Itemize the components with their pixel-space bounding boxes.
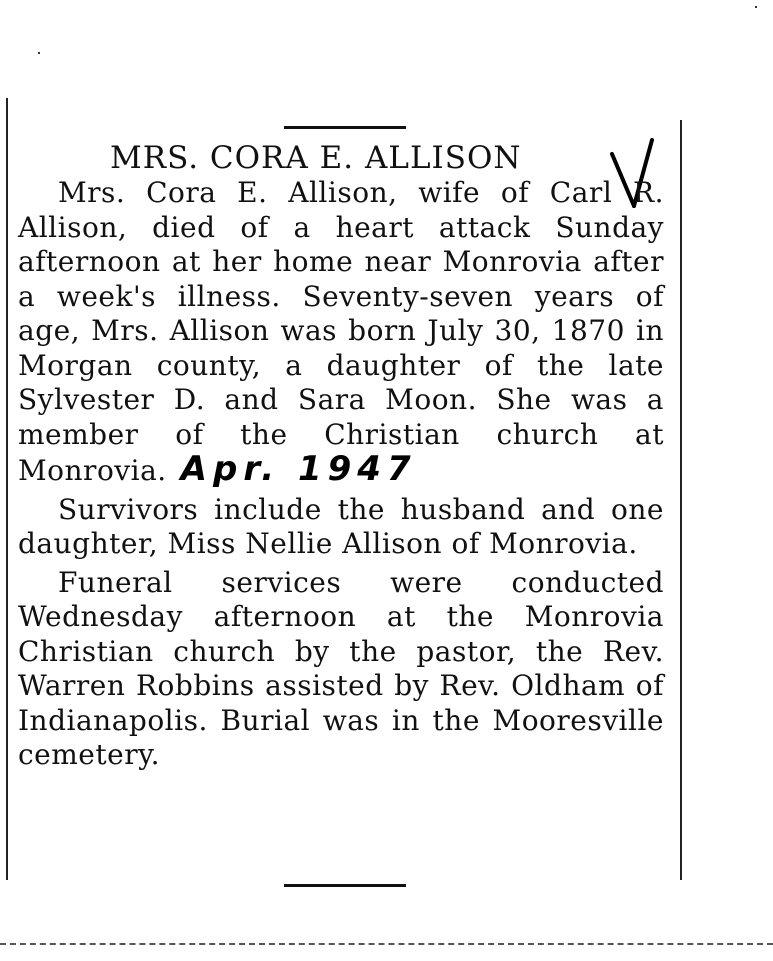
obituary-paragraph-death-notice (18, 176, 664, 489)
paper-speck (38, 52, 40, 54)
article-end-rule (284, 884, 406, 887)
obituary-paragraph-funeral (18, 566, 664, 773)
handwritten-date-note: Apr. 1947 (180, 449, 417, 489)
column-rule-right (680, 120, 682, 880)
paper-speck (755, 6, 757, 8)
clipping-bottom-edge (0, 943, 773, 945)
column-rule-left (6, 98, 8, 880)
obituary-paragraph-survivors (18, 493, 664, 562)
paragraph-text: Funeral services were conducted Wednesday afternoon at the Monrovia Christian church by the pastor, the Rev. Warren Robbins assisted by Rev. Oldham of Indianapolis. Burial was in the Mooresville cemetery. (18, 565, 664, 771)
paragraph-text: Survivors include the husband and one daughter, Miss Nellie Allison of Monrovia. (18, 492, 664, 560)
obituary-headline: MRS. CORA E. ALLISON (110, 140, 522, 176)
obituary-body (18, 176, 664, 773)
paragraph-text: Mrs. Cora E. Allison, wife of Carl R. Allison, died of a heart attack Sunday afternoon at her home near Monrovia after a week's illness. Seventy-seven years of age, Mrs. Allison was born July 30, 1870 in Morgan county, a daughter of the late Sylvester D. and Sara Moon. She was a member of the Christian church at Monrovia. (18, 176, 664, 487)
headline-rule-top (284, 126, 406, 129)
